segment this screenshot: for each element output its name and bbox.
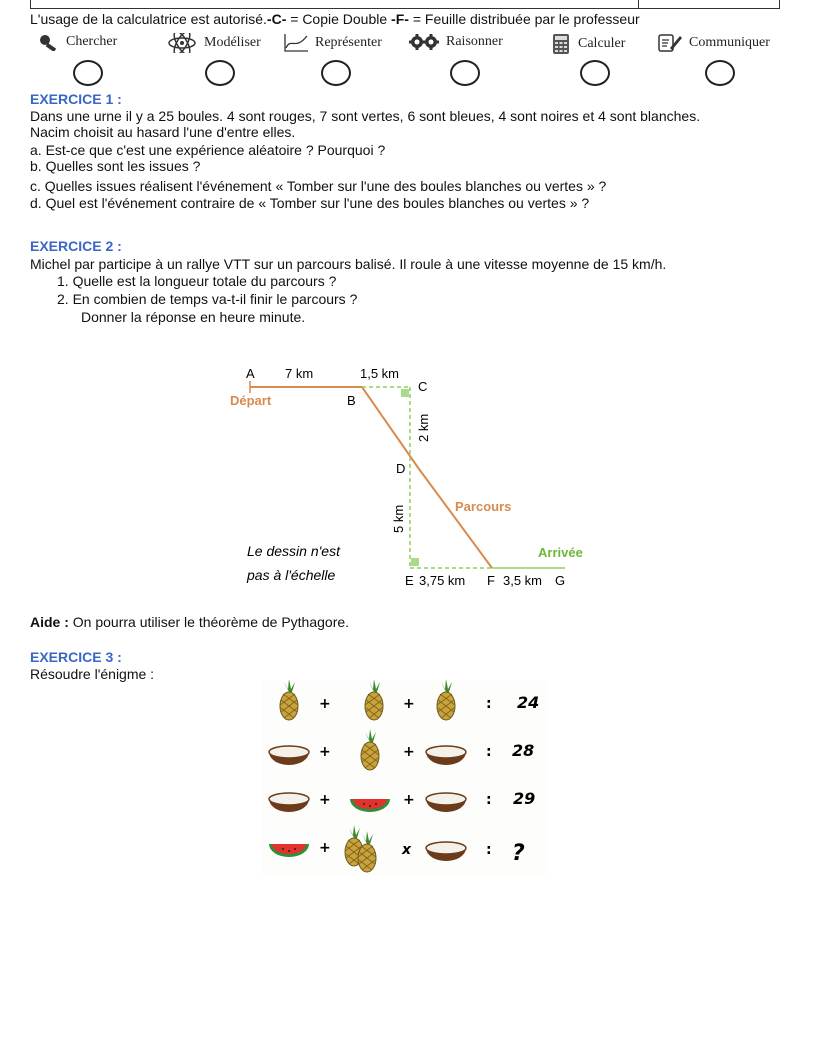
graph-icon — [283, 33, 309, 53]
ex1-question-b: b. Quelles sont les issues ? — [30, 158, 201, 174]
svg-text:+: + — [319, 792, 331, 808]
svg-text:+: + — [403, 696, 415, 712]
competence-circle-5[interactable] — [580, 60, 610, 86]
svg-text:+: + — [319, 744, 331, 760]
label-C: C — [418, 379, 428, 394]
label-B: B — [347, 393, 356, 408]
ex2-intro: Michel par participe à un rallye VTT sur un parcours balisé. Il roule à une vitesse moyenne de 15 km/h. — [30, 256, 667, 272]
ex2-aide: Aide : On pourra utiliser le théorème de Pythagore. — [30, 614, 350, 630]
svg-text:+: + — [319, 696, 331, 712]
header-box — [30, 0, 780, 9]
svg-text::: : — [486, 792, 492, 808]
ex1-title: EXERCICE 1 : — [30, 91, 122, 107]
label-BC: 1,5 km — [360, 366, 400, 381]
svg-text:29: 29 — [513, 789, 536, 808]
route-figure — [220, 355, 600, 595]
ex1-line-1: Dans une urne il y a 25 boules. 4 sont rouges, 7 sont vertes, 6 sont bleues, 4 sont noires et 4 sont blanches. — [30, 108, 701, 124]
label-E: E — [405, 573, 414, 588]
right-angle-E — [411, 558, 419, 566]
right-angle-C — [401, 389, 409, 397]
label-AB: 7 km — [285, 366, 314, 381]
competence-chercher: Chercher — [38, 33, 117, 51]
pencil-paper-icon — [657, 33, 683, 53]
ex2-question-2-note: Donner la réponse en heure minute. — [81, 309, 306, 325]
competence-circle-2[interactable] — [205, 60, 235, 86]
svg-text:+: + — [319, 840, 331, 856]
ex1-question-c: c. Quelles issues réalisent l'événement « Tomber sur l'une des boules blanches ou vertes » ? — [30, 178, 607, 194]
competence-raisonner: Raisonner — [408, 33, 503, 51]
ex1-line-2: Nacim choisit au hasard l'une d'entre elles. — [30, 124, 296, 140]
svg-text:28: 28 — [512, 741, 535, 760]
note-line-2: pas à l'échelle — [247, 567, 336, 583]
svg-text::: : — [486, 744, 492, 760]
competence-representer: Représenter — [283, 33, 382, 53]
competence-circle-3[interactable] — [321, 60, 351, 86]
route-line — [250, 387, 492, 568]
label-D: D — [396, 461, 406, 476]
ex2-question-1: 1. Quelle est la longueur totale du parcours ? — [57, 273, 337, 289]
label-A: A — [246, 366, 255, 381]
label-FG: 3,5 km — [503, 573, 543, 588]
svg-text::: : — [486, 696, 492, 712]
ex1-question-a: a. Est-ce que c'est une expérience aléatoire ? Pourquoi ? — [30, 142, 386, 158]
ex2-question-2: 2. En combien de temps va-t-il finir le parcours ? — [57, 291, 358, 307]
intro-line: L'usage de la calculatrice est autorisé.-C- = Copie Double -F- = Feuille distribuée par le professeur — [30, 11, 640, 27]
label-DE: 5 km — [391, 504, 406, 533]
svg-text::: : — [486, 842, 492, 858]
ex3-title: EXERCICE 3 : — [30, 649, 122, 665]
note-line-1: Le dessin n'est — [247, 543, 340, 559]
competence-circle-1[interactable] — [73, 60, 103, 86]
label-G: G — [555, 573, 566, 588]
label-F: F — [487, 573, 495, 588]
label-parcours: Parcours — [455, 499, 512, 514]
label-arrivee: Arrivée — [538, 545, 583, 560]
svg-text:x: x — [402, 842, 412, 858]
label-depart: Départ — [230, 393, 272, 408]
gears-icon — [408, 33, 440, 51]
competence-circle-6[interactable] — [705, 60, 735, 86]
label-EF: 3,75 km — [419, 573, 466, 588]
ex3-intro: Résoudre l'énigme : — [30, 666, 155, 682]
calculator-icon — [550, 33, 572, 55]
svg-text:24: 24 — [517, 693, 540, 712]
ex1-question-d: d. Quel est l'événement contraire de « Tomber sur l'une des boules blanches ou vertes » ? — [30, 195, 590, 211]
label-CD: 2 km — [416, 413, 431, 442]
fruit-puzzle — [262, 680, 547, 876]
svg-text:+: + — [403, 792, 415, 808]
competence-circle-4[interactable] — [450, 60, 480, 86]
svg-text:+: + — [403, 744, 415, 760]
atom-icon — [166, 33, 198, 53]
competence-calculer: Calculer — [550, 33, 625, 55]
competence-modeliser: Modéliser — [166, 33, 261, 53]
ex2-title: EXERCICE 2 : — [30, 238, 122, 254]
magnifier-icon — [38, 33, 60, 51]
svg-text:?: ? — [512, 841, 525, 866]
competence-communiquer: Communiquer — [657, 33, 770, 53]
